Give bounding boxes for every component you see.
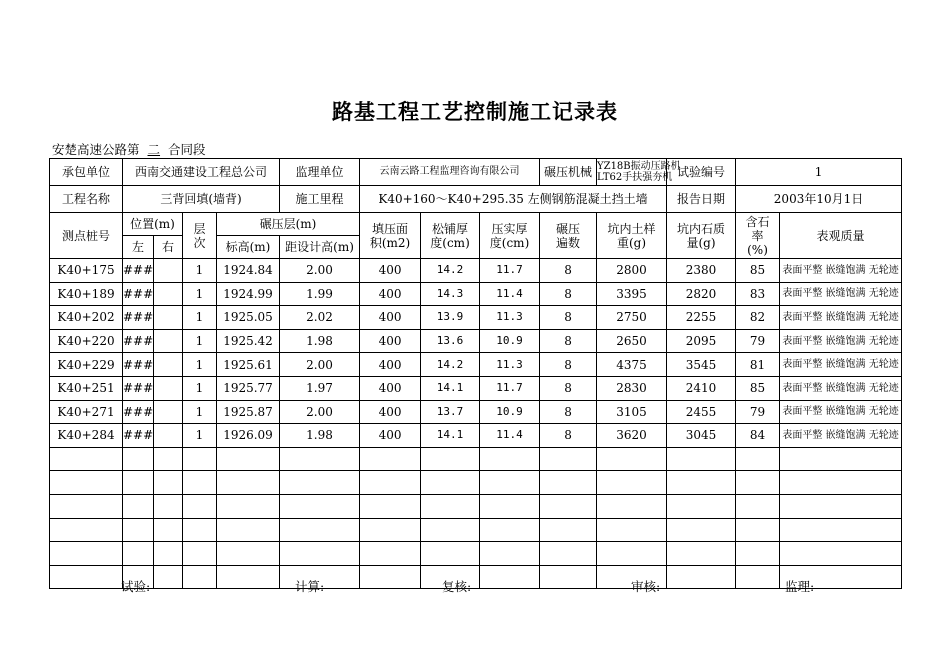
cell-stone-rate: 83 <box>736 282 780 306</box>
empty-cell <box>540 518 597 542</box>
empty-cell <box>183 447 217 471</box>
cell-compact-thickness: 10.9 <box>480 329 540 353</box>
cell-passes: 8 <box>540 376 597 400</box>
signature-footer <box>49 577 901 593</box>
cell-right <box>154 376 183 400</box>
table-row <box>50 306 902 330</box>
cell-appearance: 表面平整 嵌缝饱满 无轮迹 <box>780 329 902 353</box>
cell-pit-soil: 2750 <box>597 306 667 330</box>
empty-cell <box>540 542 597 566</box>
cell-elevation: 1925.77 <box>217 376 280 400</box>
cell-loose-thickness: 14.1 <box>421 424 480 448</box>
header-compact-thickness: 压实厚度(cm) <box>480 213 540 259</box>
empty-cell <box>421 542 480 566</box>
cell-passes: 8 <box>540 306 597 330</box>
cell-station: K40+220 <box>50 329 123 353</box>
empty-cell <box>217 471 280 495</box>
cell-loose-thickness: 14.2 <box>421 353 480 377</box>
section-prefix: 安楚高速公路第 <box>52 142 140 157</box>
empty-row <box>50 471 902 495</box>
footer-review: 复核: <box>442 579 472 594</box>
cell-station: K40+251 <box>50 376 123 400</box>
header-position: 位置(m) <box>123 213 183 236</box>
empty-cell <box>50 494 123 518</box>
table-row <box>50 376 902 400</box>
empty-row <box>50 518 902 542</box>
cell-elevation: 1925.61 <box>217 353 280 377</box>
empty-row <box>50 447 902 471</box>
cell-pit-stone: 2410 <box>667 376 736 400</box>
empty-cell <box>183 518 217 542</box>
empty-cell <box>183 494 217 518</box>
empty-cell <box>421 518 480 542</box>
empty-cell <box>480 471 540 495</box>
cell-left: ### <box>123 306 154 330</box>
cell-pit-stone: 2255 <box>667 306 736 330</box>
empty-cell <box>123 518 154 542</box>
header-to-design: 距设计高(m) <box>280 236 360 259</box>
cell-appearance: 表面平整 嵌缝饱满 无轮迹 <box>780 282 902 306</box>
empty-cell <box>123 542 154 566</box>
cell-pit-stone: 3545 <box>667 353 736 377</box>
cell-passes: 8 <box>540 259 597 283</box>
cell-pit-soil: 3395 <box>597 282 667 306</box>
empty-cell <box>667 471 736 495</box>
cell-pit-stone: 3045 <box>667 424 736 448</box>
cell-compact-thickness: 11.7 <box>480 376 540 400</box>
cell-left: ### <box>123 282 154 306</box>
cell-loose-thickness: 14.2 <box>421 259 480 283</box>
empty-cell <box>736 518 780 542</box>
cell-to-design: 1.99 <box>280 282 360 306</box>
cell-layer: 1 <box>183 400 217 424</box>
empty-cell <box>597 542 667 566</box>
cell-pit-soil: 2800 <box>597 259 667 283</box>
mileage-label: 施工里程 <box>280 186 360 213</box>
cell-left: ### <box>123 259 154 283</box>
empty-cell <box>280 471 360 495</box>
cell-stone-rate: 81 <box>736 353 780 377</box>
empty-cell <box>421 447 480 471</box>
cell-to-design: 1.97 <box>280 376 360 400</box>
empty-cell <box>480 518 540 542</box>
cell-elevation: 1924.84 <box>217 259 280 283</box>
cell-elevation: 1926.09 <box>217 424 280 448</box>
header-fill-area: 填压面积(m2) <box>360 213 421 259</box>
empty-cell <box>280 494 360 518</box>
header-elevation: 标高(m) <box>217 236 280 259</box>
cell-fill-area: 400 <box>360 282 421 306</box>
cell-stone-rate: 82 <box>736 306 780 330</box>
empty-cell <box>154 447 183 471</box>
empty-cell <box>736 447 780 471</box>
cell-stone-rate: 85 <box>736 259 780 283</box>
report-date-value: 2003年10月1日 <box>736 186 902 213</box>
table-row <box>50 259 902 283</box>
empty-cell <box>597 471 667 495</box>
cell-appearance: 表面平整 嵌缝饱满 无轮迹 <box>780 259 902 283</box>
empty-cell <box>360 447 421 471</box>
cell-left: ### <box>123 400 154 424</box>
supervisor-value: 云南云路工程监理咨询有限公司 <box>360 159 540 186</box>
cell-compact-thickness: 11.7 <box>480 259 540 283</box>
empty-cell <box>780 542 902 566</box>
cell-pit-stone: 2380 <box>667 259 736 283</box>
empty-row <box>50 542 902 566</box>
project-label: 工程名称 <box>50 186 123 213</box>
footer-test: 试验: <box>121 579 151 594</box>
cell-right <box>154 353 183 377</box>
cell-passes: 8 <box>540 329 597 353</box>
empty-cell <box>154 494 183 518</box>
cell-appearance: 表面平整 嵌缝饱满 无轮迹 <box>780 400 902 424</box>
empty-cell <box>183 542 217 566</box>
cell-to-design: 2.00 <box>280 353 360 377</box>
cell-pit-soil: 4375 <box>597 353 667 377</box>
empty-cell <box>780 471 902 495</box>
header-passes: 碾压遍数 <box>540 213 597 259</box>
cell-pit-stone: 2455 <box>667 400 736 424</box>
cell-appearance: 表面平整 嵌缝饱满 无轮迹 <box>780 306 902 330</box>
table-row <box>50 424 902 448</box>
table-row <box>50 400 902 424</box>
empty-cell <box>217 447 280 471</box>
header-loose-thickness: 松铺厚度(cm) <box>421 213 480 259</box>
empty-cell <box>667 518 736 542</box>
empty-cell <box>50 447 123 471</box>
empty-cell <box>780 494 902 518</box>
cell-pit-stone: 2095 <box>667 329 736 353</box>
cell-layer: 1 <box>183 259 217 283</box>
cell-pit-soil: 2830 <box>597 376 667 400</box>
empty-cell <box>736 542 780 566</box>
cell-compact-thickness: 11.4 <box>480 424 540 448</box>
cell-stone-rate: 79 <box>736 400 780 424</box>
cell-to-design: 2.00 <box>280 259 360 283</box>
cell-layer: 1 <box>183 329 217 353</box>
cell-passes: 8 <box>540 400 597 424</box>
empty-cell <box>154 542 183 566</box>
header-station: 测点桩号 <box>50 213 123 259</box>
cell-compact-thickness: 11.3 <box>480 306 540 330</box>
empty-cell <box>360 471 421 495</box>
test-no-value: 1 <box>736 159 902 186</box>
empty-cell <box>123 494 154 518</box>
empty-cell <box>154 471 183 495</box>
machine-label: 碾压机械 <box>540 159 597 186</box>
record-table <box>49 158 902 589</box>
empty-cell <box>123 447 154 471</box>
empty-cell <box>217 542 280 566</box>
empty-cell <box>667 494 736 518</box>
empty-cell <box>667 542 736 566</box>
mileage-value: K40+160～K40+295.35 左侧钢筋混凝土挡土墙 <box>360 186 667 213</box>
table-row <box>50 353 902 377</box>
cell-right <box>154 259 183 283</box>
cell-loose-thickness: 14.3 <box>421 282 480 306</box>
machine-line-2: LT62手扶强夯机 <box>597 172 673 183</box>
empty-cell <box>217 494 280 518</box>
cell-loose-thickness: 13.7 <box>421 400 480 424</box>
cell-station: K40+175 <box>50 259 123 283</box>
header-appearance: 表观质量 <box>780 213 902 259</box>
empty-cell <box>50 518 123 542</box>
cell-appearance: 表面平整 嵌缝饱满 无轮迹 <box>780 376 902 400</box>
cell-to-design: 2.00 <box>280 400 360 424</box>
header-stone-rate: 含石率(%) <box>736 213 780 259</box>
header-right: 右 <box>154 236 183 259</box>
empty-cell <box>736 471 780 495</box>
contract-section <box>52 140 206 158</box>
cell-left: ### <box>123 376 154 400</box>
empty-cell <box>597 447 667 471</box>
cell-loose-thickness: 14.1 <box>421 376 480 400</box>
empty-cell <box>280 542 360 566</box>
empty-cell <box>421 494 480 518</box>
cell-station: K40+284 <box>50 424 123 448</box>
cell-station: K40+229 <box>50 353 123 377</box>
empty-cell <box>154 518 183 542</box>
cell-right <box>154 400 183 424</box>
empty-cell <box>360 494 421 518</box>
table-row <box>50 329 902 353</box>
info-row-2 <box>50 186 902 213</box>
report-date-label: 报告日期 <box>667 186 736 213</box>
cell-layer: 1 <box>183 424 217 448</box>
empty-cell <box>123 471 154 495</box>
cell-to-design: 1.98 <box>280 329 360 353</box>
empty-cell <box>217 518 280 542</box>
empty-cell <box>667 447 736 471</box>
empty-cell <box>736 494 780 518</box>
cell-elevation: 1925.87 <box>217 400 280 424</box>
machine-line-1: YZ18B振动压路机 <box>597 161 681 172</box>
cell-layer: 1 <box>183 353 217 377</box>
cell-station: K40+202 <box>50 306 123 330</box>
cell-station: K40+189 <box>50 282 123 306</box>
cell-appearance: 表面平整 嵌缝饱满 无轮迹 <box>780 424 902 448</box>
info-row-1 <box>50 159 902 186</box>
supervisor-label: 监理单位 <box>280 159 360 186</box>
cell-fill-area: 400 <box>360 353 421 377</box>
section-number: 二 <box>147 142 161 157</box>
cell-station: K40+271 <box>50 400 123 424</box>
cell-passes: 8 <box>540 353 597 377</box>
empty-cell <box>480 447 540 471</box>
cell-stone-rate: 79 <box>736 329 780 353</box>
header-pit-stone: 坑内石质量(g) <box>667 213 736 259</box>
cell-passes: 8 <box>540 282 597 306</box>
footer-calc: 计算: <box>295 579 325 594</box>
empty-cell <box>540 447 597 471</box>
empty-cell <box>540 494 597 518</box>
header-left: 左 <box>123 236 154 259</box>
empty-cell <box>360 518 421 542</box>
cell-left: ### <box>123 424 154 448</box>
cell-fill-area: 400 <box>360 329 421 353</box>
cell-elevation: 1925.05 <box>217 306 280 330</box>
cell-elevation: 1924.99 <box>217 282 280 306</box>
empty-cell <box>480 494 540 518</box>
table-row <box>50 282 902 306</box>
header-row-1 <box>50 213 902 236</box>
empty-cell <box>280 447 360 471</box>
test-no-label: 试验编号 <box>667 159 736 186</box>
cell-elevation: 1925.42 <box>217 329 280 353</box>
cell-compact-thickness: 11.4 <box>480 282 540 306</box>
cell-right <box>154 424 183 448</box>
contractor-value: 西南交通建设工程总公司 <box>123 159 280 186</box>
cell-right <box>154 306 183 330</box>
project-value: 三背回填(墙背) <box>123 186 280 213</box>
cell-appearance: 表面平整 嵌缝饱满 无轮迹 <box>780 353 902 377</box>
section-suffix: 合同段 <box>168 142 206 157</box>
cell-fill-area: 400 <box>360 400 421 424</box>
cell-fill-area: 400 <box>360 306 421 330</box>
empty-cell <box>780 518 902 542</box>
cell-layer: 1 <box>183 376 217 400</box>
empty-cell <box>540 471 597 495</box>
cell-compact-thickness: 11.3 <box>480 353 540 377</box>
empty-cell <box>421 471 480 495</box>
empty-cell <box>50 542 123 566</box>
cell-right <box>154 329 183 353</box>
empty-cell <box>780 447 902 471</box>
cell-fill-area: 400 <box>360 424 421 448</box>
footer-audit: 审核: <box>631 579 661 594</box>
contractor-label: 承包单位 <box>50 159 123 186</box>
cell-layer: 1 <box>183 306 217 330</box>
cell-layer: 1 <box>183 282 217 306</box>
cell-loose-thickness: 13.6 <box>421 329 480 353</box>
cell-passes: 8 <box>540 424 597 448</box>
cell-pit-soil: 2650 <box>597 329 667 353</box>
cell-to-design: 1.98 <box>280 424 360 448</box>
cell-to-design: 2.02 <box>280 306 360 330</box>
cell-right <box>154 282 183 306</box>
empty-cell <box>597 518 667 542</box>
cell-pit-stone: 2820 <box>667 282 736 306</box>
cell-stone-rate: 84 <box>736 424 780 448</box>
empty-cell <box>280 518 360 542</box>
page-title: 路基工程工艺控制施工记录表 <box>332 99 618 124</box>
cell-fill-area: 400 <box>360 259 421 283</box>
footer-supervise: 监理: <box>785 579 815 594</box>
cell-pit-soil: 3620 <box>597 424 667 448</box>
cell-left: ### <box>123 329 154 353</box>
empty-cell <box>597 494 667 518</box>
cell-pit-soil: 3105 <box>597 400 667 424</box>
machine-value <box>597 159 681 186</box>
empty-cell <box>360 542 421 566</box>
empty-cell <box>50 471 123 495</box>
cell-fill-area: 400 <box>360 376 421 400</box>
cell-left: ### <box>123 353 154 377</box>
empty-cell <box>480 542 540 566</box>
empty-row <box>50 494 902 518</box>
header-pit-soil: 坑内土样重(g) <box>597 213 667 259</box>
cell-loose-thickness: 13.9 <box>421 306 480 330</box>
empty-cell <box>183 471 217 495</box>
header-layer: 层次 <box>183 213 217 259</box>
header-compaction-layer: 碾压层(m) <box>217 213 360 236</box>
cell-stone-rate: 85 <box>736 376 780 400</box>
cell-compact-thickness: 10.9 <box>480 400 540 424</box>
